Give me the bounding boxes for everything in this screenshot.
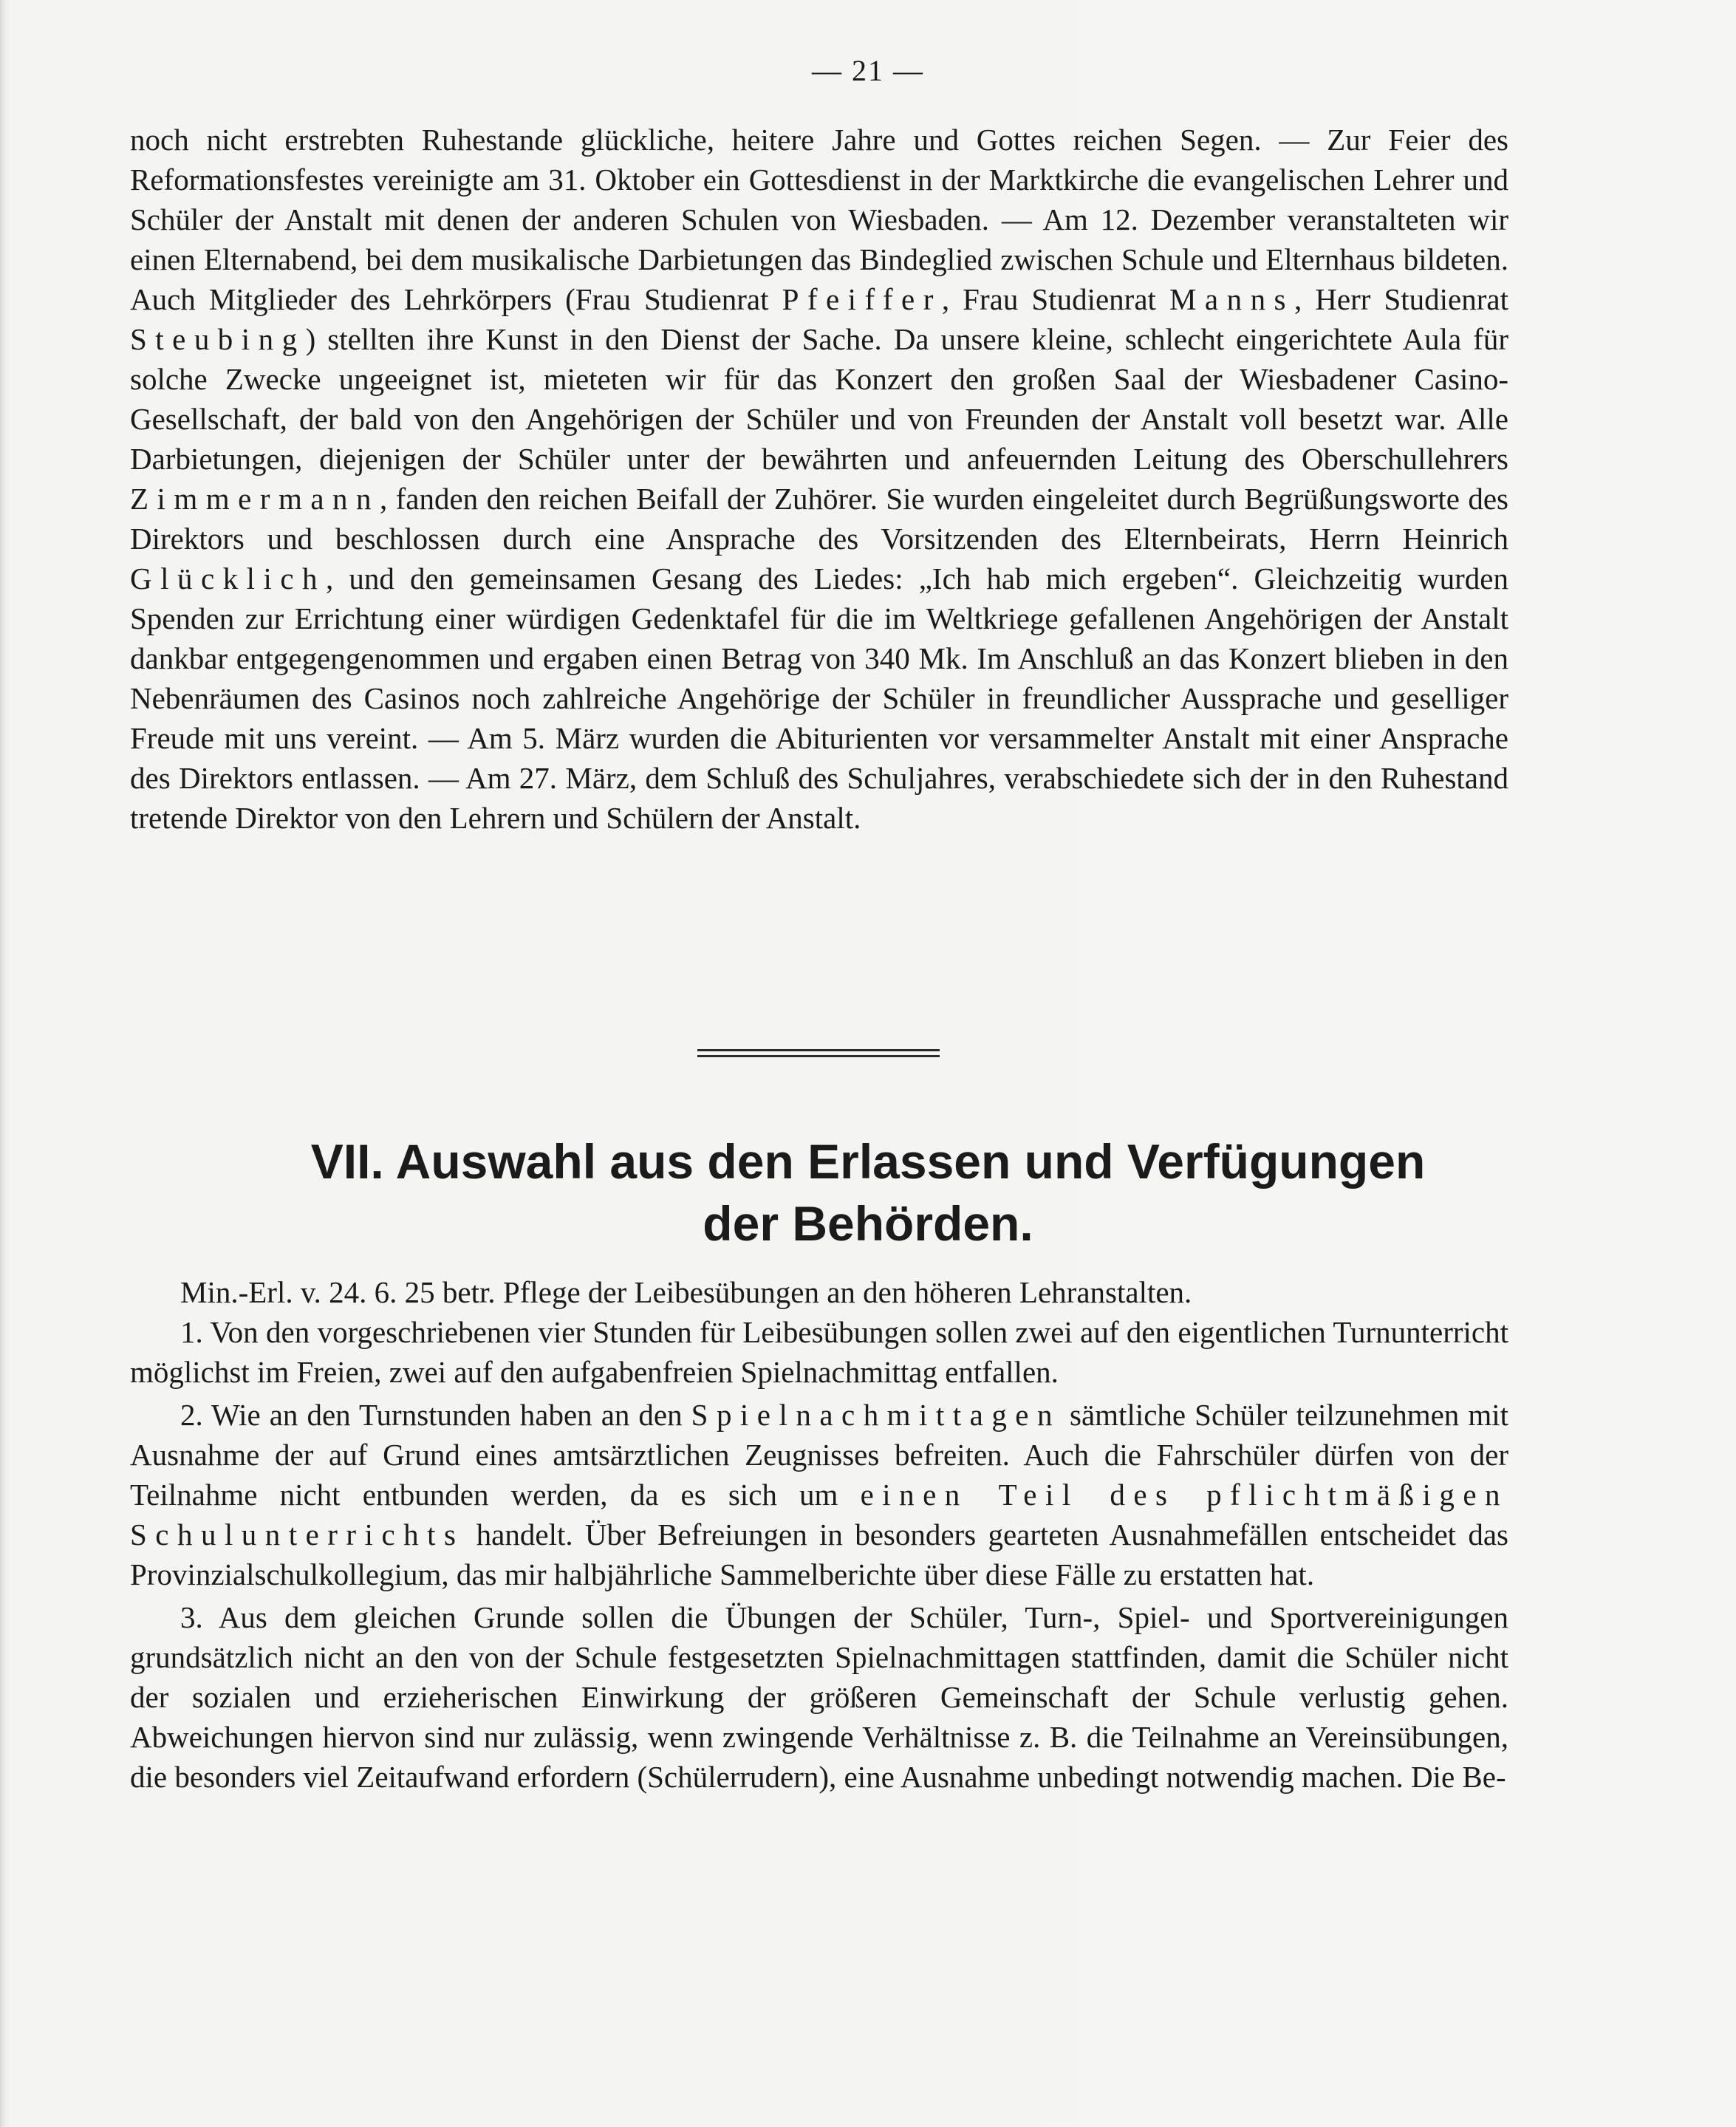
section-heading [0,1130,1736,1254]
decree-item-3: 3. Aus dem gleichen Grunde sollen die Übungen der Schüler, Turn-, Spiel- und Sportvereinigungen grundsätzlich nicht an den von der Schule festgesetzten Spielnachmittagen stattfinden, damit die Schüler nicht der sozialen und erzieherischen Einwirkung der größeren Gemeinschaft der Schule verlustig gehen. Abweichungen hiervon sind nur zulässig, wenn zwingende Verhältnisse z. B. die Teilnahme an Vereinsübungen, die besonders viel Zeitaufwand erfordern (Schülerrudern), eine Ausnahme unbedingt notwendig machen. Die Be- [130,1600,1508,1794]
decree-text-block [130,1272,1508,1797]
text-run: 2. Wie an den Turnstunden haben an den [180,1398,691,1432]
heading-line-1: VII. Auswahl aus den Erlassen und Verfügungen [310,1134,1426,1189]
spaced-name: Glücklich [130,561,326,595]
text-run: , Frau Studienrat [941,282,1169,316]
spaced-name: Steubing [130,322,306,356]
text-run: ) stellten ihre Kunst in den Dienst der Sache. Da unsere kleine, schlecht eingerichtete Aula für solche Zwecke ungeeignet ist, mieteten wir für das Konzert den großen Saal der Wiesbadener Casino-Gesellschaft, der bald von den Angehörigen der Schüler und von Freunden der Anstalt voll besetzt war. Alle Darbietungen, diejenigen der Schüler unter der bewährten und anfeuernden Leitung des Oberschullehrers [130,322,1508,476]
decree-title: Min.-Erl. v. 24. 6. 25 betr. Pflege der Leibesübungen an den höheren Lehranstalten. [180,1275,1192,1309]
top-paragraph [130,120,1508,838]
spaced-term: Spielnachmittagen [691,1398,1061,1432]
decree-item-2 [130,1395,1508,1594]
heading-line-2: der Behörden. [703,1196,1033,1251]
spaced-name: Manns [1169,282,1294,316]
spaced-term: einen Teil des pflichtmäßigen Schulunterrichts [130,1478,1508,1551]
page-number: — 21 — [812,54,924,87]
decree-item-1: 1. Von den vorgeschriebenen vier Stunden für Leibesübungen sollen zwei auf den eigentlichen Turnunterricht möglichst im Freien, zwei auf den aufgabenfreien Spielnachmittag entfallen. [130,1315,1508,1389]
top-text-block [130,120,1508,838]
text-run: noch nicht erstrebten Ruhestande glückliche, heitere Jahre und Gottes reichen Segen. — Zur Feier des Reformationsfestes vereinigte am 31. Oktober ein Gottesdienst in der Marktkirche die evangelischen Lehrer und Schüler der Anstalt mit denen der anderen Schulen von Wiesbaden. — Am 12. Dezember veranstalteten wir einen Elternabend, bei dem musikalische Darbietungen das Bindeglied zwischen Schule und Elternhaus bildeten. Auch Mitglieder des Lehrkörpers (Frau Studienrat [130,123,1508,316]
text-run: , fanden den reichen Beifall der Zuhörer. Sie wurden eingeleitet durch Begrüßungsworte des Direktors und beschlossen durch eine Ansprache des Vorsitzenden des Elternbeirats, Herrn Heinrich [130,482,1508,556]
text-run: sämtliche Schüler teilzunehmen mit Ausnahme der auf Grund eines amtsärztlichen Zeugnisses befreiten. Auch die Fahrschüler dürfen von der Teilnahme nicht entbunden werden, da es sich um [130,1398,1508,1512]
text-run: , Herr Studienrat [1294,282,1509,316]
spaced-name: Pfeiffer [782,282,942,316]
text-run: , und den gemeinsamen Gesang des Liedes: „Ich hab mich ergeben“. Gleichzeitig wurden Spenden zur Errichtung einer würdigen Gedenktafel für die im Weltkriege gefallenen Angehörigen der Anstalt dankbar entgegengenommen und ergaben einen Betrag von 340 Mk. Im Anschluß an das Konzert blieben in den Nebenräumen des Casinos noch zahlreiche Angehörige der Schüler in freundlicher Aussprache und geselliger Freude mit uns vereint. — Am 5. März wurden die Abiturienten vor versammelter Anstalt mit einer Ansprache des Direktors entlassen. — Am 27. März, dem Schluß des Schuljahres, verabschiedete sich der in den Ruhestand tretende Direktor von den Lehrern und Schülern der Anstalt. [130,561,1508,835]
spaced-name: Zimmermann [130,482,380,516]
text-run: handelt. Über Befreiungen in besonders gearteten Ausnahmefällen entscheidet das Provinzialschulkollegium, das mir halbjährliche Sammelberichte über diese Fälle zu erstatten hat. [130,1517,1508,1591]
section-divider [697,1049,940,1057]
